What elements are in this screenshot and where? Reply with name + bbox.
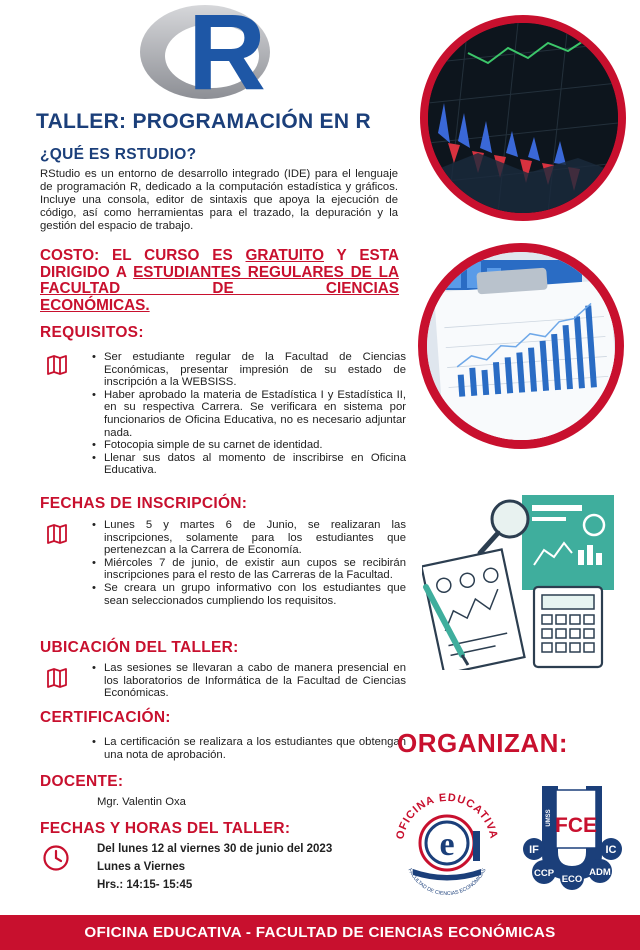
oficina-logo-side-text: UMSS <box>481 840 487 852</box>
map-icon <box>46 523 68 550</box>
fce-logo-adm: ADM <box>589 867 611 878</box>
clock-icon <box>42 844 70 877</box>
fce-logo-ic: IC <box>605 844 617 856</box>
certification-list <box>88 736 406 761</box>
requirements-list <box>88 351 406 477</box>
list-item: • Lunes 5 y martes 6 de Junio, se realizaran las inscripciones, solamente para los estudiantes que pertenezcan a la Carrera de Economía. <box>104 519 406 557</box>
fce-logo-eco: ECO <box>561 874 583 885</box>
map-icon <box>46 667 68 694</box>
list-item: • Ser estudiante regular de la Facultad de Ciencias Económicas, presentar impresión de su estado de inscripción a la WEBSISS. <box>104 351 406 389</box>
list-item: • Se creara un grupo informativo con los estudiantes que sean seleccionados cumpliendo los requisitos. <box>104 582 406 607</box>
stock-chart-photo <box>420 15 626 221</box>
rstudio-description: RStudio es un entorno de desarrollo integrado (IDE) para el lenguaje de programación R, dedicado a la computación estadística y gráficos. Incluye una consola, editor de sintaxis que apoya la ejecución de código, así como herramientas para el trazado, la depuración y la gestión del espacio de trabajo. <box>40 168 398 232</box>
registration-list <box>88 519 406 607</box>
rstudio-heading: ¿QUÉ ES RSTUDIO? <box>40 146 197 163</box>
organizers-heading: ORGANIZAN: <box>397 728 569 758</box>
list-item: • Las sesiones se llevaran a cabo de manera presencial en los laboratorios de Informática de la Facultad de Ciencias Económicas. <box>104 662 406 700</box>
schedule-heading: FECHAS Y HORAS DEL TALLER: <box>40 820 291 837</box>
oficina-educativa-logo <box>389 785 504 895</box>
requirements-heading: REQUISITOS: <box>40 324 144 341</box>
oficina-logo-letter: e <box>439 826 455 863</box>
schedule-hours: Hrs.: 14:15- 15:45 <box>97 879 193 891</box>
list-item: • La certificación se realizara a los estudiantes que obtengan una nota de aprobación. <box>104 736 406 761</box>
cost-part2: Y ESTA DIRIGIDO A <box>40 247 399 281</box>
r-logo-letter: R <box>188 0 266 112</box>
schedule-dates: Del lunes 12 al viernes 30 de junio del 2023 <box>97 843 333 855</box>
r-logo <box>138 0 273 112</box>
list-item: • Fotocopia simple de su carnet de identidad. <box>104 439 406 452</box>
cost-notice <box>40 248 399 314</box>
page-title: TALLER: PROGRAMACIÓN EN R <box>36 110 371 133</box>
fce-logo-if: IF <box>529 844 539 856</box>
fce-logo-umss: UMSS <box>546 809 552 827</box>
registration-heading: FECHAS DE INSCRIPCIÓN: <box>40 495 248 512</box>
oficina-logo-bottom-text: FACULTAD DE CIENCIAS ECONÓMICAS <box>406 867 488 895</box>
fce-logo-ccp: CCP <box>533 868 555 879</box>
cost-students: ESTUDIANTES REGULARES DE LA FACULTAD DE CIENCIAS <box>40 263 399 297</box>
schedule-days: Lunes a Viernes <box>97 861 185 873</box>
location-list <box>88 662 406 700</box>
location-heading: UBICACIÓN DEL TALLER: <box>40 639 239 656</box>
fce-umss-logo <box>520 782 625 892</box>
cost-free: GRATUITO <box>245 247 324 264</box>
fce-logo-text: FCE <box>555 814 597 837</box>
bar-chart-photo <box>418 243 624 449</box>
oficina-logo-top-text: OFICINA EDUCATIVA <box>394 791 500 841</box>
certification-heading: CERTIFICACIÓN: <box>40 709 171 726</box>
cost-part1: COSTO: EL CURSO ES <box>40 247 246 264</box>
teacher-name: Mgr. Valentin Oxa <box>97 796 186 808</box>
cost-last: ECONÓMICAS. <box>40 296 150 314</box>
list-item: • Llenar sus datos al momento de inscribirse en Oficina Educativa. <box>104 452 406 477</box>
list-item: • Miércoles 7 de junio, de existir aun cupos se recibirán inscripciones para el resto de las Carreras de la Facultad. <box>104 557 406 582</box>
finance-illustration <box>422 495 622 670</box>
teacher-heading: DOCENTE: <box>40 773 124 790</box>
footer-banner: OFICINA EDUCATIVA - FACULTAD DE CIENCIAS ECONÓMICAS <box>0 915 640 950</box>
list-item: • Haber aprobado la materia de Estadística I y Estadística II, en su respectiva Carrera. Se verificara en sistema por funcionarios de Oficina Educativa, no es necesario adjuntar nada. <box>104 389 406 439</box>
map-icon <box>46 354 68 381</box>
